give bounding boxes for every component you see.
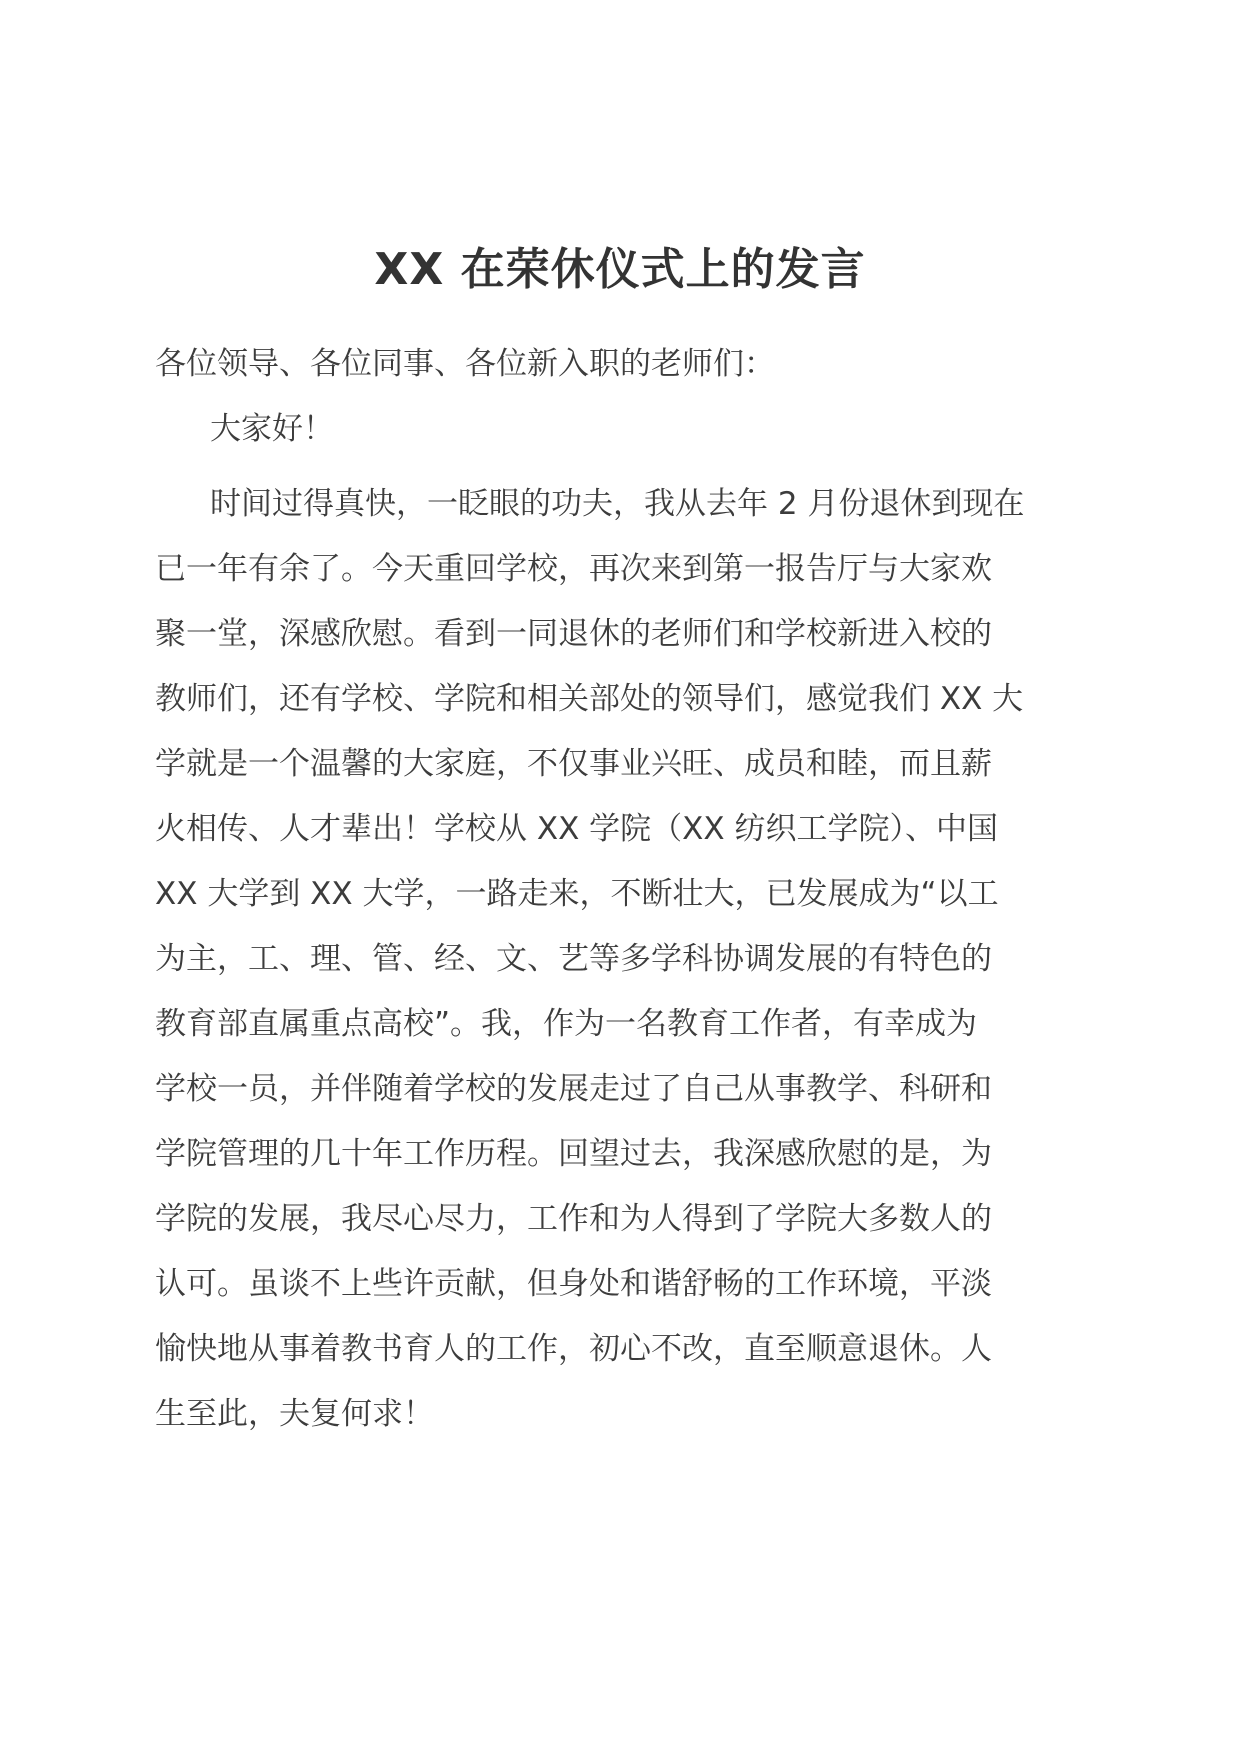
body-line: 时间过得真快，一眨眼的功夫，我从去年 2 月份退休到现在 — [210, 486, 1025, 522]
body-line: 学校一员，并伴随着学校的发展走过了自己从事教学、科研和 — [155, 1071, 992, 1107]
document-title: XX 在荣休仪式上的发言 — [374, 244, 866, 295]
body-line: 火相传、人才辈出！学校从 XX 学院（XX 纺织工学院）、中国 — [155, 811, 999, 847]
body-line: 教师们，还有学校、学院和相关部处的领导们，感觉我们 XX 大 — [155, 681, 1024, 717]
body-line: XX 大学到 XX 大学，一路走来，不断壮大，已发展成为“以工 — [155, 876, 999, 912]
body-line: 愉快地从事着教书育人的工作，初心不改，直至顺意退休。人 — [155, 1331, 992, 1367]
body-line: 已一年有余了。今天重回学校，再次来到第一报告厅与大家欢 — [155, 551, 992, 587]
body-line: 聚一堂，深感欣慰。看到一同退休的老师们和学校新进入校的 — [155, 616, 992, 652]
body-line: 教育部直属重点高校”。我，作为一名教育工作者，有幸成为 — [155, 1006, 978, 1042]
body-line: 学院的发展，我尽心尽力，工作和为人得到了学院大多数人的 — [155, 1201, 992, 1237]
salutation: 各位领导、各位同事、各位新入职的老师们： — [155, 346, 775, 382]
body-line: 生至此，夫复何求！ — [155, 1396, 434, 1432]
greeting: 大家好！ — [210, 411, 334, 447]
body-line: 学院管理的几十年工作历程。回望过去，我深感欣慰的是，为 — [155, 1136, 992, 1172]
body-line: 学就是一个温馨的大家庭，不仅事业兴旺、成员和睦，而且薪 — [155, 746, 992, 782]
speech-body — [155, 472, 1095, 1447]
body-line: 认可。虽谈不上些许贡献，但身处和谐舒畅的工作环境，平淡 — [155, 1266, 992, 1302]
body-line: 为主，工、理、管、经、文、艺等多学科协调发展的有特色的 — [155, 941, 992, 977]
